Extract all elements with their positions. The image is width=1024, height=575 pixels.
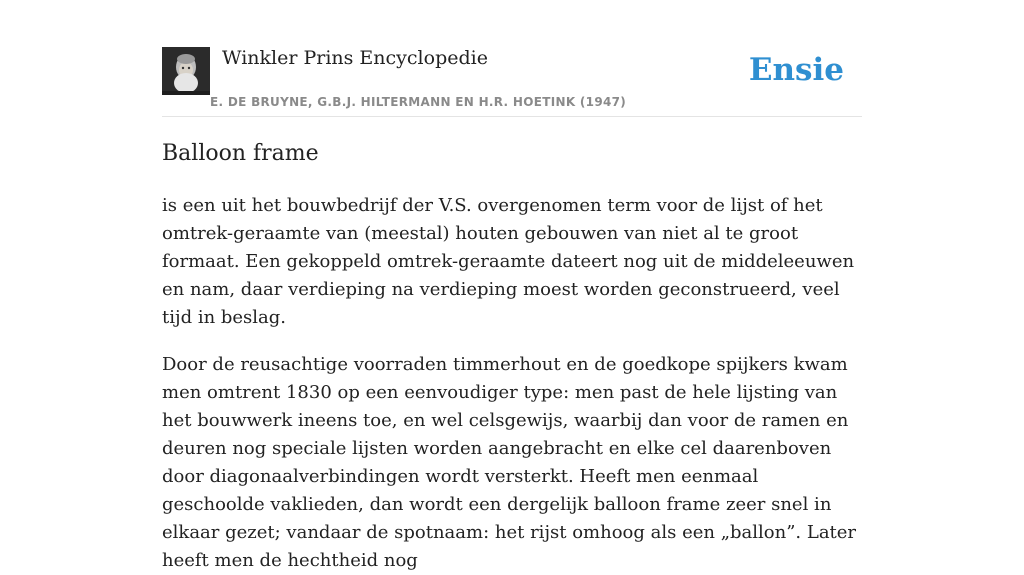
header	[162, 40, 862, 117]
article	[162, 138, 862, 575]
brand-logo[interactable]: Ensie	[748, 52, 844, 88]
publication-title[interactable]: Winkler Prins Encyclopedie	[222, 47, 488, 69]
portrait-avatar-icon	[162, 47, 210, 95]
article-paragraph: is een uit het bouwbedrijf der V.S. overgenomen term voor de lijst of het omtrek-geraamte van (meestal) houten gebouwen van niet al te groot formaat. Een gekoppeld omtrek-geraamte dateert nog uit de middeleeuwen en nam, daar verdieping na verdieping moest worden geconstrueerd, veel tijd in beslag.	[162, 195, 855, 328]
article-paragraph: Door de reusachtige voorraden timmerhout en de goedkope spijkers kwam men omtrent 1830 op een eenvoudiger type: men past de hele lijsting van het bouwwerk ineens toe, en wel celsgewijs, waarbij dan voor de ramen en deuren nog speciale lijsten worden aangebracht en elke cel daarenboven door diagonaalverbindingen wordt versterkt. Heeft men eenmaal geschoolde vaklieden, dan wordt een dergelijk balloon frame zeer snel in elkaar gezet; vandaar de spotnaam: het rijst omhoog als een „ballon”. Later heeft men de hechtheid nog	[162, 354, 857, 571]
article-title: Balloon frame	[162, 141, 319, 166]
authors-line: E. DE BRUYNE, G.B.J. HILTERMANN EN H.R. HOETINK (1947)	[210, 95, 627, 109]
